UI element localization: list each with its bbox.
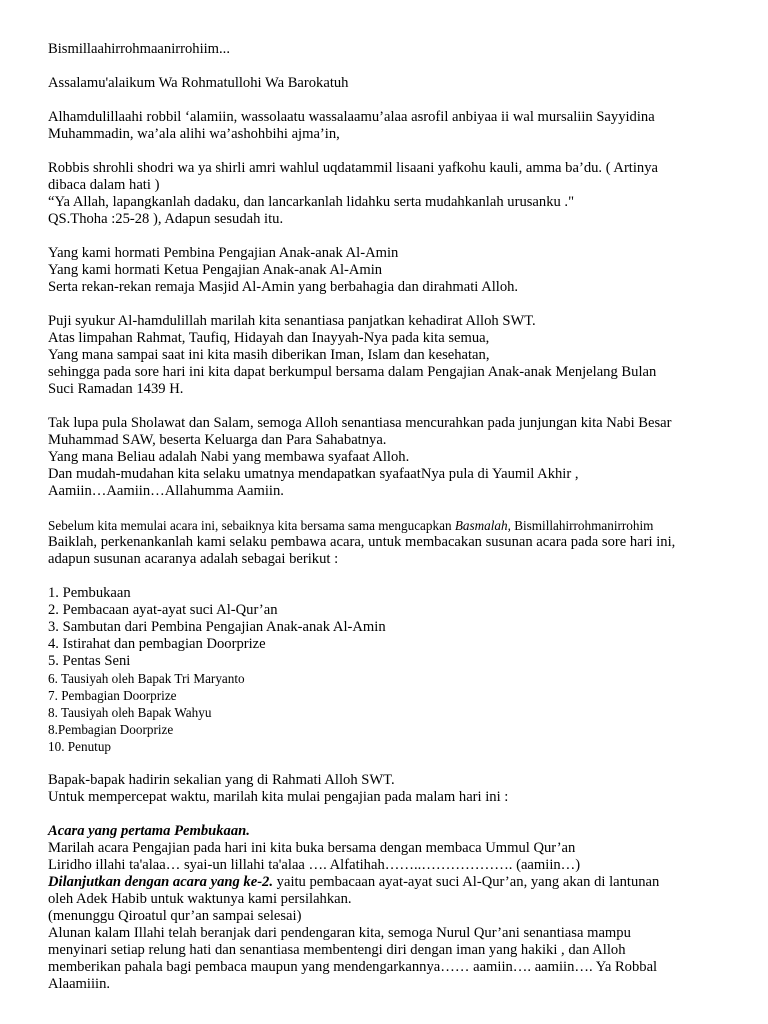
text-line: dibaca dalam hati ) [48,177,160,193]
salam-line: Assalamu'alaikum Wa Rohmatullohi Wa Barokatuh [48,75,349,91]
text-line: Yang mana Beliau adalah Nabi yang membawa syafaat Alloh. [48,449,410,465]
text-line: Baiklah, perkenankanlah kami selaku pembawa acara, untuk membacakan susunan acara pada sore hari ini, [48,534,676,550]
text-line: Liridho illahi ta'alaa… syai-un lillahi ta'alaa …. Alfatihah……..………………. (aamiin…) [48,857,581,873]
text-line: Robbis shrohli shodri wa ya shirli amri wahlul uqdatammil lisaani yafkohu kauli, amma ba’du. ( Artinya [48,160,658,176]
text-line: Atas limpahan Rahmat, Taufiq, Hidayah dan Inayyah-Nya pada kita semua, [48,330,490,346]
text-line: QS.Thoha :25-28 ), Adapun sesudah itu. [48,211,284,227]
agenda-item: 3. Sambutan dari Pembina Pengajian Anak-anak Al-Amin [48,619,386,635]
agenda-item: 4. Istirahat dan pembagian Doorprize [48,636,266,652]
acara-1-section [48,823,748,874]
agenda-item: 8. Tausiyah oleh Bapak Wahyu [48,705,212,720]
text-line: “Ya Allah, lapangkanlah dadaku, dan lancarkanlah lidahku serta mudahkanlah urusanku ." [48,194,575,210]
basmalah-italic: Basmalah, [454,518,511,533]
document-page [48,41,748,993]
hamdalah-paragraph [48,109,748,143]
text-line: (menunggu Qiroatul qur’an sampai selesai) [48,908,302,924]
text-line: Muhammadin, wa’ala alihi wa’ashohbihi ajma’in, [48,126,340,142]
text-line: Puji syukur Al-hamdulillah marilah kita senantiasa panjatkan kehadirat Alloh SWT. [48,313,536,329]
text-line: memberikan pahala bagi pembaca maupun yang mendengarkannya…… aamiin…. aamiin…. Ya Robbal [48,959,658,975]
text-span: yaitu pembacaan ayat-ayat suci Al-Qur’an, yang akan di lantunan [273,874,660,890]
text-line: Alhamdulillaahi robbil ‘alamiin, wassolaatu wassalaamu’alaa asrofil anbiyaa ii wal mursaliin Sayyidina [48,109,655,125]
greetings-paragraph [48,245,748,296]
text-line: Bapak-bapak hadirin sekalian yang di Rahmati Alloh SWT. [48,772,395,788]
syukur-paragraph [48,313,748,398]
agenda-item: 5. Pentas Seni [48,653,131,669]
basmalah-line: Bismillaahirrohmaanirrohiim... [48,41,230,57]
text-line: Serta rekan-rekan remaja Masjid Al-Amin yang berbahagia dan dirahmati Alloh. [48,279,519,295]
text-line: Untuk mempercepat waktu, marilah kita mulai pengajian pada malam hari ini : [48,789,509,805]
text-line: Dan mudah-mudahan kita selaku umatnya mendapatkan syafaatNya pula di Yaumil Akhir , [48,466,579,482]
agenda-item: 1. Pembukaan [48,585,131,601]
acara-2-first-line [48,874,748,891]
text-line: Aamiin…Aamiin…Allahumma Aamiin. [48,483,284,499]
acara-1-heading: Acara yang pertama Pembukaan. [48,823,250,839]
text-line: Muhammad SAW, beserta Keluarga dan Para Sahabatnya. [48,432,387,448]
acara-2-section [48,874,748,993]
text-line: sehingga pada sore hari ini kita dapat berkumpul bersama dalam Pengajian Anak-anak Menjelang Bulan [48,364,657,380]
text-line: menyinari setiap relung hati dan senantiasa membentengi diri dengan iman yang hakiki , dan Alloh [48,942,626,958]
text-line: Yang kami hormati Ketua Pengajian Anak-anak Al-Amin [48,262,383,278]
text-line: Suci Ramadan 1439 H. [48,381,184,397]
text-span: Sebelum kita memulai acara ini, sebaiknya kita bersama sama mengucapkan [48,518,455,533]
text-line: Marilah acara Pengajian pada hari ini kita buka bersama dengan membaca Ummul Qur’an [48,840,576,856]
intro-paragraph [48,517,748,568]
acara-2-heading: Dilanjutkan dengan acara yang ke-2. [48,874,274,890]
agenda-item: 8.Pembagian Doorprize [48,722,174,737]
doa-paragraph [48,160,748,228]
text-line: oleh Adek Habib untuk waktunya kami persilahkan. [48,891,352,907]
text-span: Bismillahirrohmanirrohim [510,518,654,533]
text-line: Alaamiiin. [48,976,111,992]
agenda-item: 7. Pembagian Doorprize [48,688,177,703]
sholawat-paragraph [48,415,748,500]
text-line: Yang kami hormati Pembina Pengajian Anak-anak Al-Amin [48,245,399,261]
agenda-item: 6. Tausiyah oleh Bapak Tri Maryanto [48,671,245,686]
text-line: Tak lupa pula Sholawat dan Salam, semoga Alloh senantiasa mencurahkan pada junjungan kita Nabi Besar [48,415,672,431]
agenda-list [48,585,748,755]
text-line: Alunan kalam Illahi telah beranjak dari pendengaran kita, semoga Nurul Qur’ani senantiasa mampu [48,925,631,941]
agenda-item: 10. Penutup [48,739,112,754]
intro-line-1 [48,517,748,534]
agenda-item: 2. Pembacaan ayat-ayat suci Al-Qur’an [48,602,278,618]
text-line: adapun susunan acaranya adalah sebagai berikut : [48,551,339,567]
text-line: Yang mana sampai saat ini kita masih diberikan Iman, Islam dan kesehatan, [48,347,490,363]
hadirin-paragraph [48,772,748,806]
